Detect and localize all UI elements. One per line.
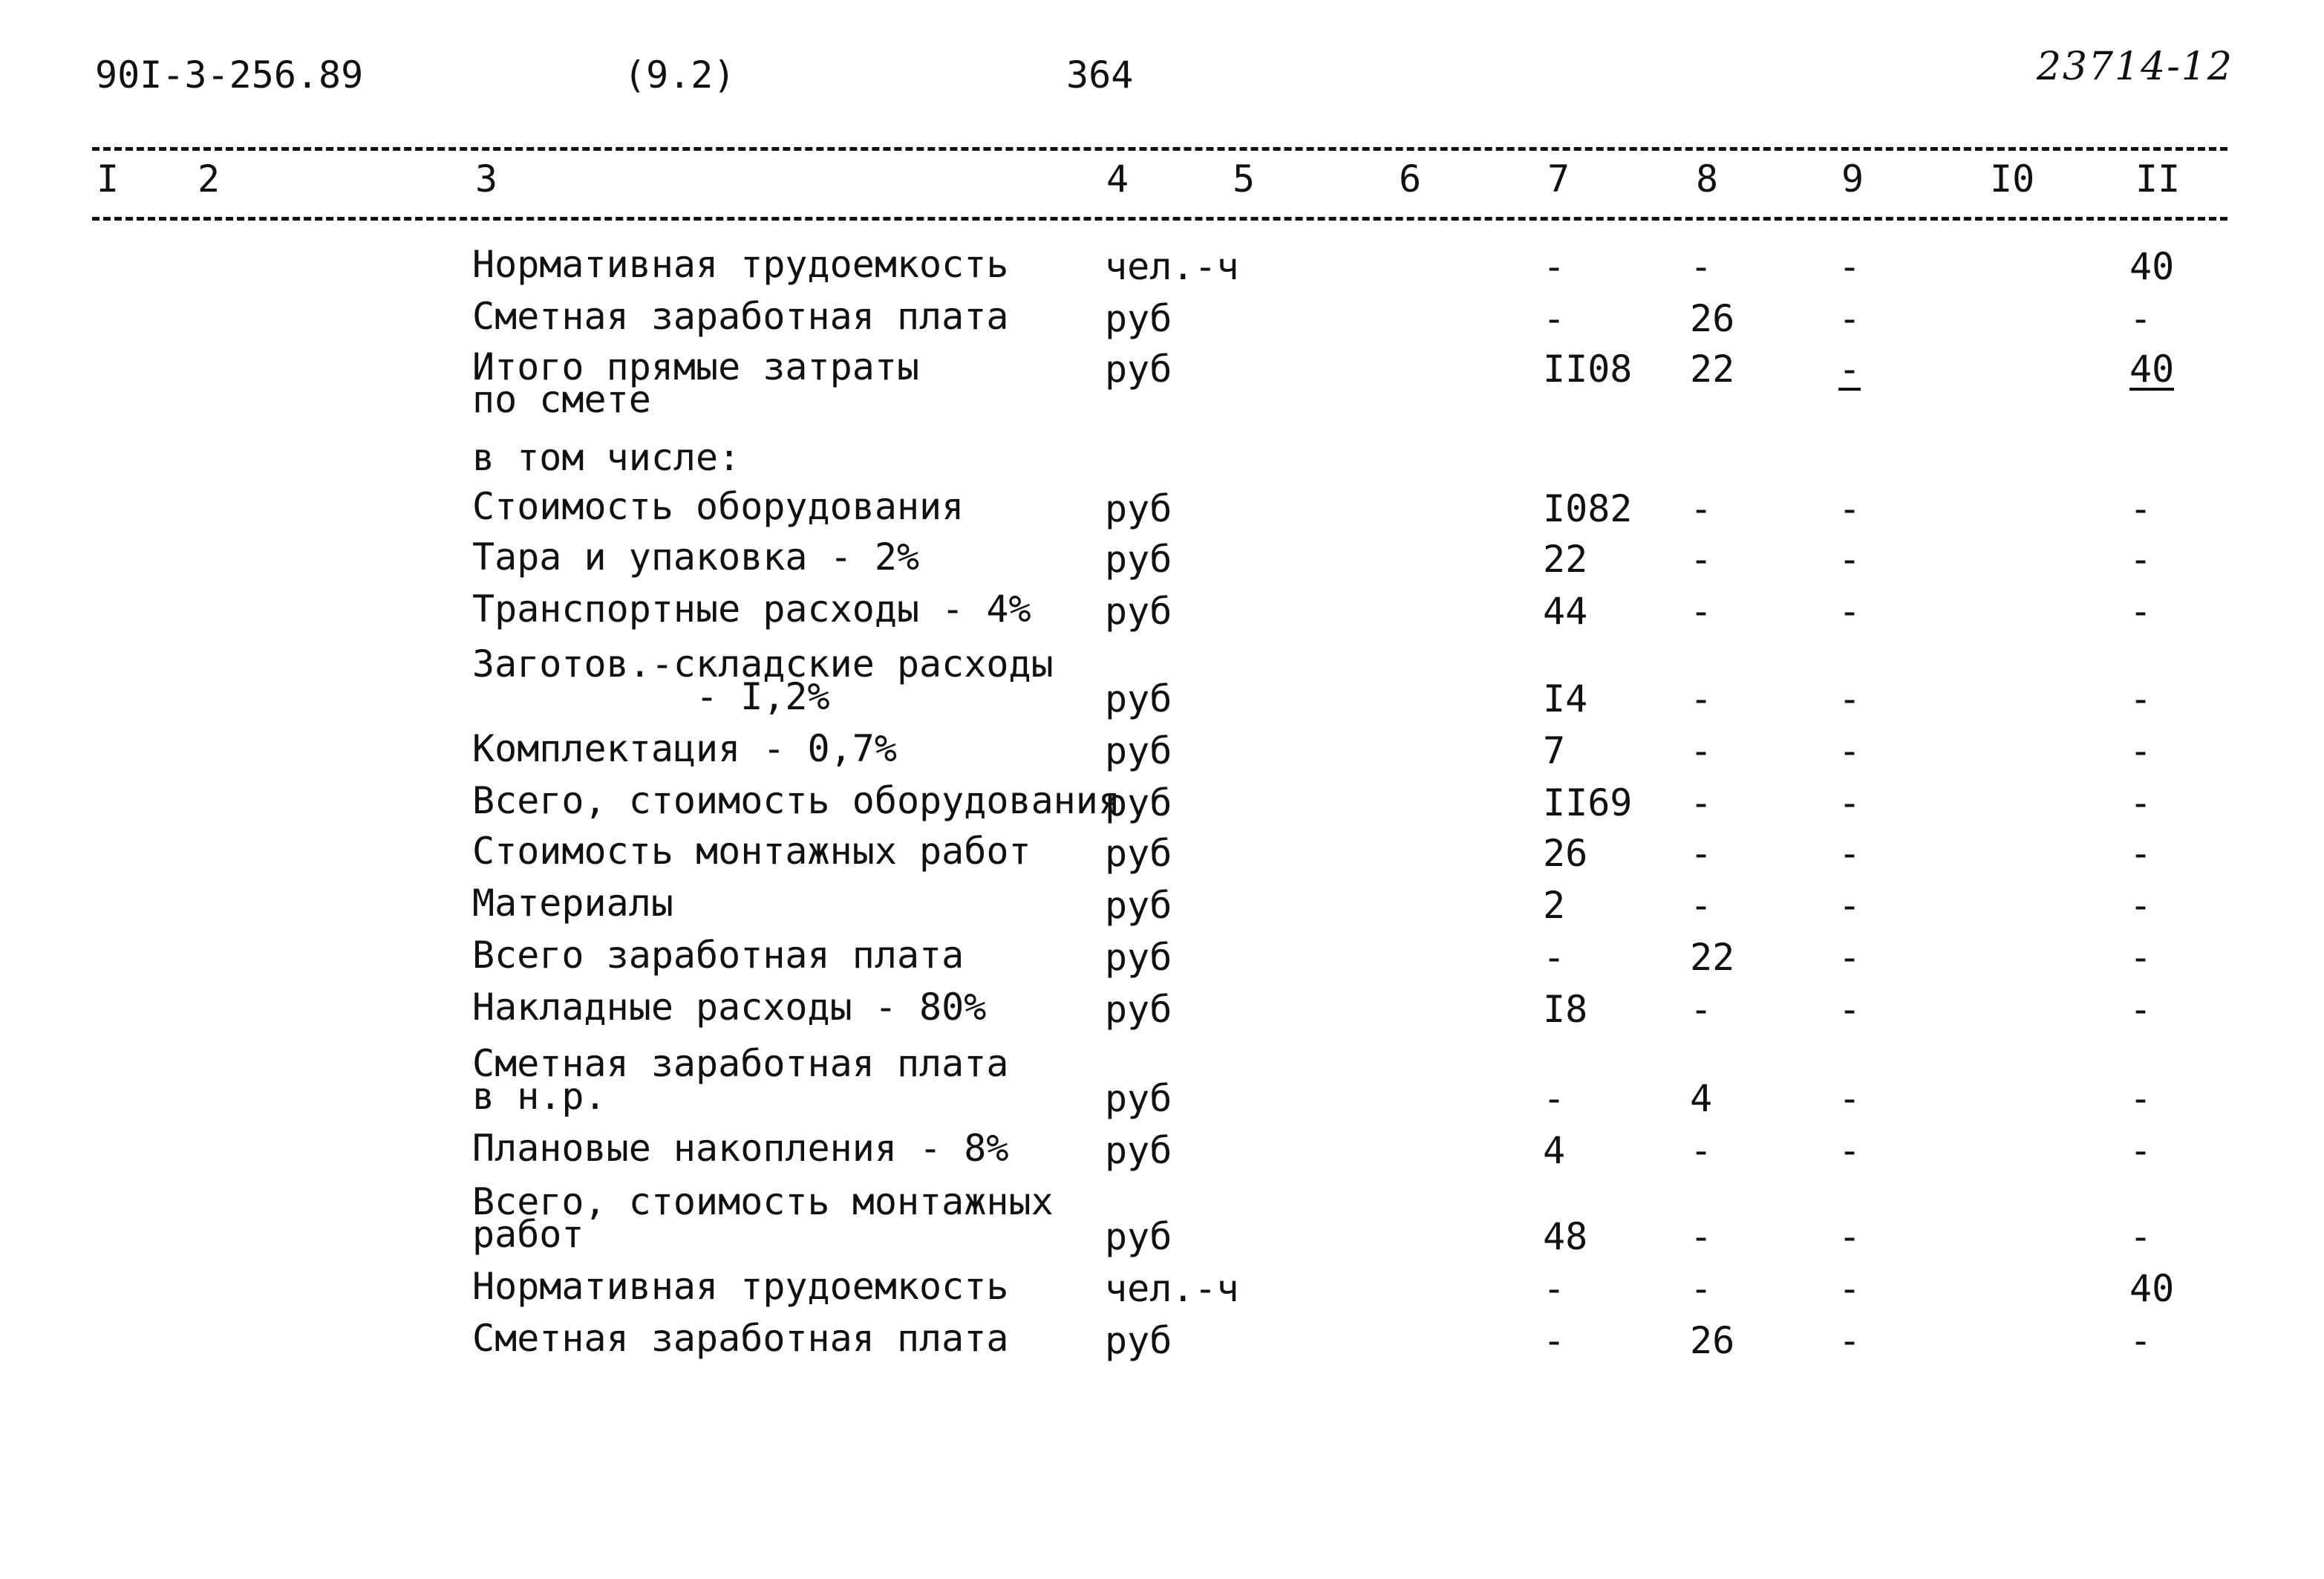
table-row	[0, 1180, 2324, 1267]
row-col-8: -	[1690, 487, 1713, 530]
row-unit: руб	[1105, 936, 1172, 979]
row-name: Накладные расходы - 80%	[472, 986, 987, 1029]
table-row	[0, 986, 2324, 1035]
column-number-11: II	[2135, 157, 2181, 201]
row-unit: руб	[1105, 781, 1172, 824]
row-col-8: -	[1690, 988, 1713, 1031]
row-col-8: -	[1690, 729, 1713, 772]
row-col-7: -	[1543, 1267, 1566, 1310]
table-row	[0, 295, 2324, 345]
row-col-9: -	[1838, 590, 1861, 633]
row-col-11: -	[2129, 1077, 2152, 1120]
row-name: Комплектация - 0,7%	[472, 727, 897, 770]
row-unit: руб	[1105, 729, 1172, 772]
row-col-7: II08	[1543, 348, 1633, 391]
row-unit: руб	[1105, 590, 1172, 633]
row-col-7: II69	[1543, 781, 1633, 824]
table-row	[0, 1042, 2324, 1129]
column-number-2: 2	[198, 157, 221, 201]
row-col-8: 22	[1690, 348, 1735, 391]
row-col-11: -	[2129, 936, 2152, 979]
row-unit: чел.-ч	[1105, 1267, 1239, 1310]
row-col-7: 2	[1543, 884, 1566, 927]
row-unit: руб	[1105, 832, 1172, 875]
row-col-9: -	[1838, 832, 1861, 875]
row-unit: руб	[1105, 348, 1172, 391]
table-row	[0, 1317, 2324, 1367]
row-col-11: -	[2129, 487, 2152, 530]
row-col-9: -	[1838, 245, 1861, 288]
row-name: Транспортные расходы - 4%	[472, 587, 1031, 631]
row-name: Нормативная трудоемкость	[472, 243, 1009, 286]
row-unit: руб	[1105, 1319, 1172, 1362]
row-col-11: -	[2129, 1129, 2152, 1172]
row-col-8: -	[1690, 1267, 1713, 1310]
row-col-9: -	[1838, 781, 1861, 824]
row-col-11: -	[2129, 590, 2152, 633]
row-unit: руб	[1105, 677, 1172, 720]
table-row	[0, 436, 2324, 486]
row-col-8: -	[1690, 781, 1713, 824]
row-col-9: -	[1838, 1077, 1861, 1120]
row-col-9: -	[1838, 936, 1861, 979]
column-number-9: 9	[1841, 157, 1864, 201]
table-row	[0, 485, 2324, 535]
row-col-9: -	[1838, 884, 1861, 927]
row-col-8: -	[1690, 884, 1713, 927]
row-col-9: -	[1838, 677, 1861, 720]
row-col-9: -	[1838, 1129, 1861, 1172]
row-col-8: -	[1690, 538, 1713, 581]
row-col-9: -	[1838, 1267, 1861, 1310]
column-number-6: 6	[1399, 157, 1422, 201]
row-col-8: 26	[1690, 1319, 1735, 1362]
row-col-9: -	[1838, 487, 1861, 530]
row-col-8: -	[1690, 832, 1713, 875]
row-col-7: I8	[1543, 988, 1588, 1031]
inventory-number: 23714-12	[2036, 45, 2233, 89]
row-col-11: -	[2129, 781, 2152, 824]
row-col-11: -	[2129, 832, 2152, 875]
row-col-7: 44	[1543, 590, 1588, 633]
row-col-9: -	[1838, 538, 1861, 581]
table-row	[0, 934, 2324, 983]
row-col-7: 7	[1543, 729, 1566, 772]
row-unit: чел.-ч	[1105, 245, 1239, 288]
row-name: Нормативная трудоемкость	[472, 1265, 1009, 1308]
table-row	[0, 882, 2324, 931]
row-col-7: 4	[1543, 1129, 1566, 1172]
table-row	[0, 587, 2324, 637]
row-col-7: -	[1543, 936, 1566, 979]
row-name: Тара и упаковка - 2%	[472, 535, 920, 579]
column-number-7: 7	[1547, 157, 1570, 201]
row-col-7: -	[1543, 245, 1566, 288]
row-col-11: -	[2129, 677, 2152, 720]
row-col-11: -	[2129, 538, 2152, 581]
row-name: Плановые накопления - 8%	[472, 1127, 1009, 1170]
table-row	[0, 345, 2324, 432]
row-col-9: -	[1838, 348, 1861, 391]
row-name: Стоимость монтажных работ	[472, 830, 1031, 873]
row-col-8: -	[1690, 1129, 1713, 1172]
section-number: (9.2)	[624, 53, 736, 97]
row-name: Сметная заработная плата	[472, 1317, 1009, 1360]
row-name: Материалы	[472, 882, 673, 925]
row-unit: руб	[1105, 538, 1172, 581]
row-col-8: 4	[1690, 1077, 1713, 1120]
row-col-8: -	[1690, 677, 1713, 720]
row-name: Сметная заработная плата	[472, 295, 1009, 338]
row-unit: руб	[1105, 1215, 1172, 1258]
row-col-11: -	[2129, 729, 2152, 772]
row-col-7: 26	[1543, 832, 1588, 875]
row-col-9: -	[1838, 1319, 1861, 1362]
row-col-7: -	[1543, 297, 1566, 340]
page-number: 364	[1066, 53, 1134, 97]
column-number-8: 8	[1696, 157, 1719, 201]
row-unit: руб	[1105, 988, 1172, 1031]
table-row	[0, 830, 2324, 879]
table-row	[0, 727, 2324, 777]
row-unit: руб	[1105, 297, 1172, 340]
row-name: Всего, стоимость оборудования	[472, 779, 1120, 822]
row-name: Всего, стоимость монтажных работ	[472, 1180, 1054, 1256]
header-rule-top	[92, 147, 2227, 151]
row-col-8: 26	[1690, 297, 1735, 340]
row-col-9: -	[1838, 297, 1861, 340]
row-name: Сметная заработная плата в н.р.	[472, 1042, 1009, 1118]
row-col-7: 48	[1543, 1215, 1588, 1258]
row-name: Заготов.-складские расходы - I,2%	[472, 642, 1054, 718]
row-col-11: -	[2129, 988, 2152, 1031]
header-rule-bottom	[92, 217, 2227, 221]
row-col-7: -	[1543, 1077, 1566, 1120]
column-number-3: 3	[475, 157, 498, 201]
table-row	[0, 243, 2324, 293]
row-col-11: -	[2129, 884, 2152, 927]
column-number-1: I	[97, 157, 120, 201]
row-col-11: -	[2129, 297, 2152, 340]
row-col-7: 22	[1543, 538, 1588, 581]
document-code: 90I-3-256.89	[95, 53, 364, 97]
row-unit: руб	[1105, 1077, 1172, 1120]
row-col-7: I4	[1543, 677, 1588, 720]
row-col-8: -	[1690, 1215, 1713, 1258]
row-unit: руб	[1105, 1129, 1172, 1172]
row-col-11: 40	[2129, 348, 2175, 391]
table-row	[0, 535, 2324, 585]
row-name: Итого прямые затраты по смете	[472, 345, 920, 421]
row-col-9: -	[1838, 1215, 1861, 1258]
row-name: Стоимость оборудования	[472, 485, 964, 528]
row-col-8: -	[1690, 590, 1713, 633]
row-unit: руб	[1105, 487, 1172, 530]
row-col-11: 40	[2129, 245, 2175, 288]
row-col-11: -	[2129, 1319, 2152, 1362]
table-row	[0, 779, 2324, 829]
row-col-7: -	[1543, 1319, 1566, 1362]
row-col-7: I082	[1543, 487, 1633, 530]
table-row	[0, 642, 2324, 729]
table-row	[0, 1127, 2324, 1176]
row-name: в том числе:	[472, 436, 741, 479]
table-row	[0, 1265, 2324, 1315]
row-unit: руб	[1105, 884, 1172, 927]
column-number-5: 5	[1233, 157, 1256, 201]
row-col-8: 22	[1690, 936, 1735, 979]
column-number-4: 4	[1106, 157, 1129, 201]
row-col-8: -	[1690, 245, 1713, 288]
row-name: Всего заработная плата	[472, 934, 964, 977]
row-col-9: -	[1838, 729, 1861, 772]
row-col-9: -	[1838, 988, 1861, 1031]
row-col-11: 40	[2129, 1267, 2175, 1310]
row-col-11: -	[2129, 1215, 2152, 1258]
column-number-10: I0	[1990, 157, 2035, 201]
